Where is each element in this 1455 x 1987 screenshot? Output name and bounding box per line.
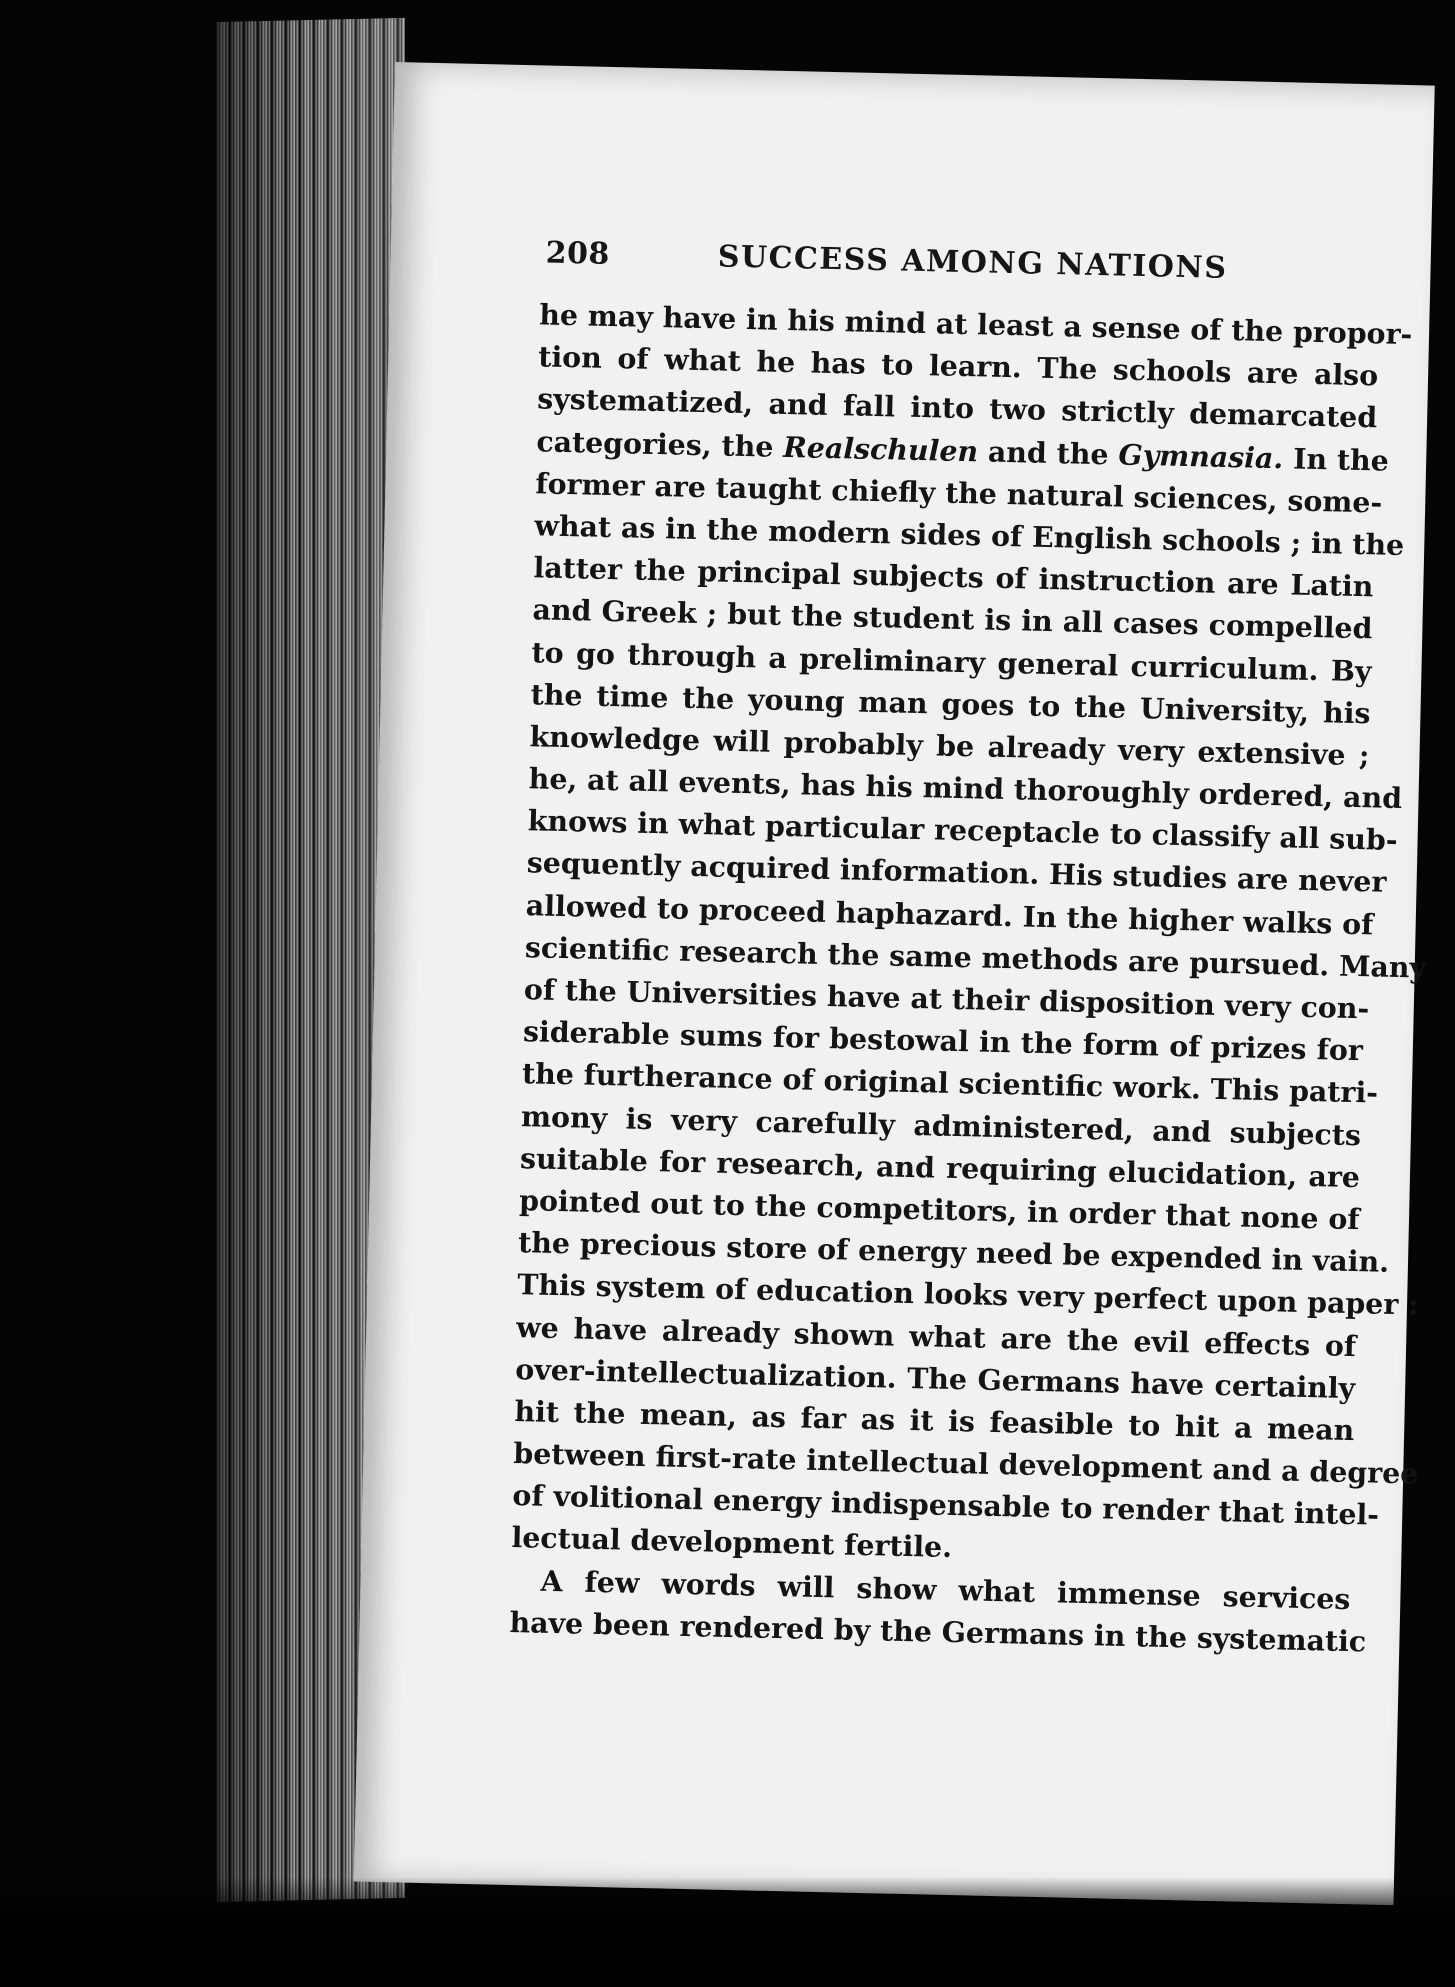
text-line: A few words will show what immense services <box>540 1563 1351 1616</box>
text-span: and the <box>977 433 1119 472</box>
text-line: scientific research the same methods are pursued. Many <box>524 929 1427 985</box>
text-line: he, at all events, has his mind thoroughly ordered, and <box>528 761 1403 816</box>
text-line: tion of what he has to learn. The schools are also <box>537 339 1379 393</box>
running-head <box>545 235 1246 301</box>
text-line: of volitional energy indispensable to render that intel- <box>512 1478 1380 1532</box>
text-line: lectual development fertile. <box>511 1520 953 1565</box>
text-line: of the Universities have at their disposition very con- <box>523 972 1370 1026</box>
text-line: siderable sums for bestowal in the form of prizes for <box>522 1014 1364 1068</box>
italic-term-gymnasia: Gymnasia. <box>1118 437 1284 475</box>
text-line: to go through a preliminary general curriculum. By <box>531 634 1372 688</box>
text-line: over-intellectualization. The Germans have certainly <box>514 1351 1356 1405</box>
bottom-shadow <box>0 1877 1455 1987</box>
text-span: In the <box>1282 440 1390 478</box>
running-title: SUCCESS AMONG NATIONS <box>717 239 1228 286</box>
text-line: what as in the modern sides of English schools ; in the <box>534 508 1405 562</box>
text-line: systematized, and fall into two strictly demarcated <box>537 381 1378 435</box>
text-line: the precious store of energy need be expended in vain. <box>517 1225 1390 1279</box>
book-page <box>354 62 1435 1905</box>
text-line: have been rendered by the Germans in the systematic <box>509 1604 1367 1659</box>
body-text <box>509 293 1427 1662</box>
page-number: 208 <box>545 235 611 272</box>
text-line: and Greek ; but the student is in all cases compelled <box>532 592 1373 646</box>
text-line: suitable for research, and requiring elucidation, are <box>519 1140 1361 1194</box>
italic-term-realschulen: Realschulen <box>782 429 979 468</box>
text-line: knowledge will probably be already very extensive ; <box>529 719 1370 773</box>
text-line: latter the principal subjects of instruction are Latin <box>533 550 1374 604</box>
text-line: pointed out to the competitors, in order that none of <box>518 1183 1360 1237</box>
text-line: the time the young man goes to the University, his <box>530 676 1371 730</box>
text-line: This system of education looks very perfect upon paper : <box>516 1267 1420 1322</box>
text-line: knows in what particular receptacle to classify all sub- <box>527 803 1399 858</box>
text-line: allowed to proceed haphazard. In the higher walks of <box>525 887 1374 942</box>
text-line: former are taught chiefly the natural sciences, some- <box>535 466 1383 520</box>
text-line: the furtherance of original scientific work. This patri- <box>521 1056 1379 1110</box>
text-line: hit the mean, as far as it is feasible to hit a mean <box>514 1393 1355 1447</box>
text-line: sequently acquired information. His studies are never <box>526 845 1387 900</box>
text-line: between first-rate intellectual development and a degree <box>513 1436 1419 1491</box>
text-line: we have already shown what are the evil effects of <box>515 1309 1357 1363</box>
text-line: mony is very carefully administered, and subjects <box>520 1098 1362 1152</box>
text-span: categories, the <box>536 423 784 464</box>
text-line: he may have in his mind at least a sense of the propor- <box>538 297 1413 352</box>
